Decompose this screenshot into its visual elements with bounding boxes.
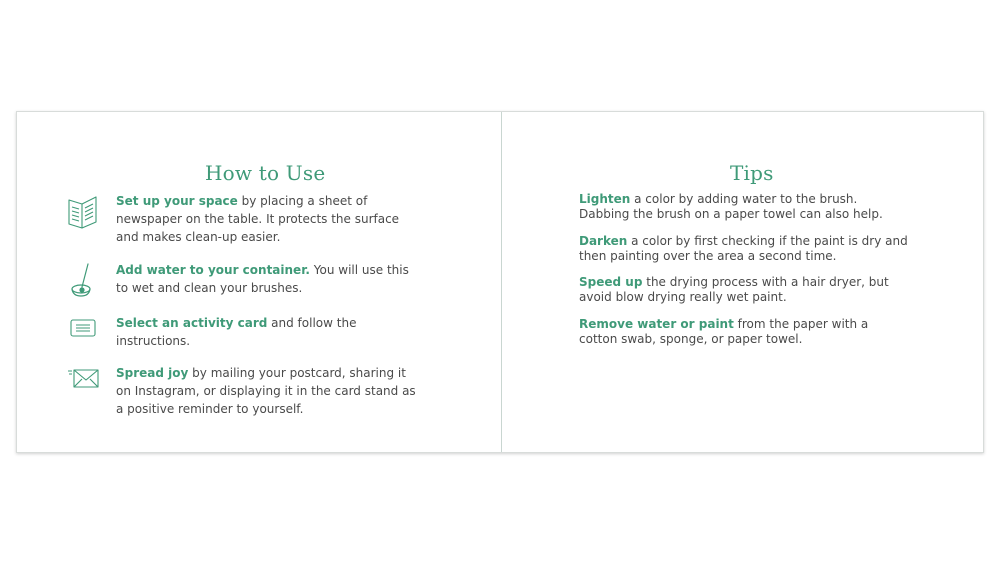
how-to-use-page [17,112,501,452]
tip-highlight: Darken [579,234,628,248]
step-body: and follow the instructions. [116,316,357,348]
tip-body: a color by first checking if the paint is dry and then painting over the area a second time. [579,234,908,263]
step-highlight: Spread joy [116,366,189,380]
newspaper-icon [67,194,103,230]
step-body: You will use this to wet and clean your brushes. [116,263,409,295]
tips-page [502,112,985,452]
activity-card-icon [67,316,103,352]
step-select-card [67,314,427,354]
step-text [116,192,416,246]
tip-lighten [579,192,909,222]
tip-body: from the paper with a cotton swab, sponge, or paper towel. [579,317,869,346]
tip-highlight: Lighten [579,192,631,206]
tip-remove-water [579,317,909,347]
envelope-icon [67,366,103,402]
tip-body: a color by adding water to the brush. Dabbing the brush on a paper towel can also help. [579,192,883,221]
step-text [116,364,416,418]
step-body: by placing a sheet of newspaper on the table. It protects the surface and makes clean-up easier. [116,194,400,244]
step-text [116,314,416,350]
booklet-spread [16,111,984,453]
tip-highlight: Speed up [579,275,643,289]
step-add-water [67,261,427,301]
how-to-use-title: How to Use [205,161,326,185]
step-highlight: Select an activity card [116,316,268,330]
tip-darken [579,234,909,264]
step-set-up-space [67,192,427,248]
step-text [116,261,416,297]
step-highlight: Add water to your container. [116,263,310,277]
step-highlight: Set up your space [116,194,238,208]
tips-title: Tips [730,161,774,185]
step-spread-joy [67,364,427,420]
step-body: by mailing your postcard, sharing it on Instagram, or displaying it in the card stand as a positive reminder to yourself. [116,366,416,416]
brush-water-cup-icon [67,263,103,299]
tip-body: the drying process with a hair dryer, but avoid blow drying really wet paint. [579,275,889,304]
tip-speed-up [579,275,909,305]
tip-highlight: Remove water or paint [579,317,734,331]
